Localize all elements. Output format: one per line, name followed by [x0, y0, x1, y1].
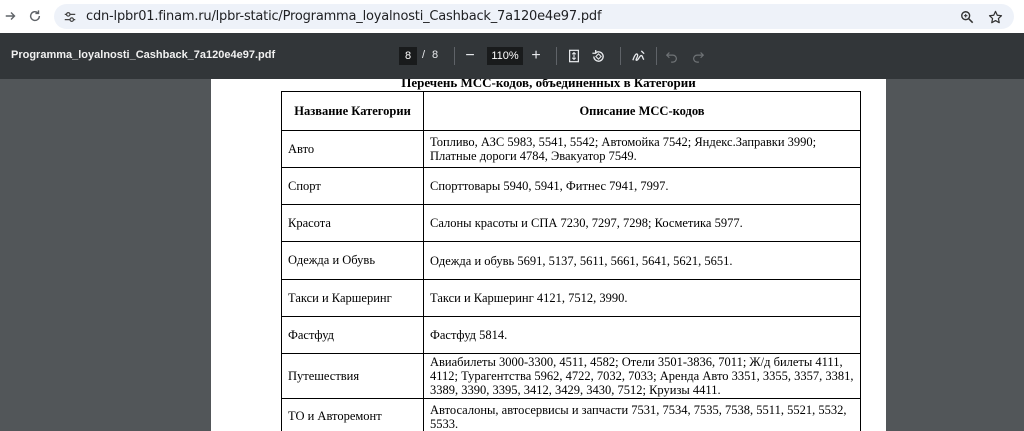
document-heading: Перечень МСС-кодов, объединенных в Категории [401, 79, 696, 90]
toolbar-divider [454, 47, 455, 65]
site-settings-icon[interactable] [60, 7, 80, 27]
description-cell: Фастфуд 5814. [424, 317, 861, 354]
category-cell: Спорт [282, 168, 424, 205]
table-row [282, 280, 861, 317]
pdf-toolbar [0, 33, 1024, 79]
current-page-input[interactable]: 8 [399, 47, 417, 65]
column-header: Описание МСС-кодов [424, 92, 861, 131]
table-row [282, 205, 861, 242]
table-row [282, 168, 861, 205]
url-text[interactable]: cdn-lpbr01.finam.ru/lpbr-static/Programma_loyalnosti_Cashback_7a120e4e97.pdf [86, 9, 602, 24]
category-cell: Путешествия [282, 354, 424, 399]
category-cell: Фастфуд [282, 317, 424, 354]
category-cell: Такси и Каршеринг [282, 280, 424, 317]
reload-icon[interactable] [24, 5, 46, 27]
rotate-icon[interactable] [588, 46, 608, 66]
description-cell: Одежда и обувь 5691, 5137, 5611, 5661, 5641, 5621, 5651. [424, 242, 861, 280]
table-row [282, 399, 861, 431]
category-cell: ТО и Авторемонт [282, 399, 424, 431]
table-row [282, 242, 861, 280]
category-cell: Одежда и Обувь [282, 242, 424, 280]
toolbar-divider [620, 47, 621, 65]
table-header-row [282, 92, 861, 131]
omnibox[interactable] [54, 4, 1014, 29]
mcc-table [281, 91, 861, 431]
browser-address-bar [0, 0, 1024, 33]
zoom-out-button[interactable]: − [465, 47, 475, 64]
description-cell: Автосалоны, автосервисы и запчасти 7531, 7534, 7535, 7538, 5511, 5521, 5532, 5533. [424, 399, 861, 431]
description-cell: Топливо, АЗС 5983, 5541, 5542; Автомойка 7542; Яндекс.Заправки 3990; Платные дороги 4784, Эвакуатор 7549. [424, 131, 861, 168]
toolbar-divider [656, 47, 657, 65]
undo-icon[interactable] [662, 46, 682, 66]
page-separator: / [422, 49, 426, 61]
zoom-level-input[interactable]: 110% [487, 47, 523, 65]
draw-annotation-icon[interactable] [628, 46, 648, 66]
description-cell: Такси и Каршеринг 4121, 7512, 3990. [424, 280, 861, 317]
table-row [282, 317, 861, 354]
pdf-page [211, 79, 886, 431]
pdf-file-name: Programma_loyalnosti_Cashback_7a120e4e97.pdf [11, 49, 276, 61]
total-pages: 8 [432, 49, 439, 61]
description-cell: Авиабилеты 3000-3300, 4511, 4582; Отели 3501-3836, 7011; Ж/д билеты 4111, 4112; Турагентства 5962, 4722, 7032, 7033; Аренда Авто 3351, 3355, 3357, 3381, 3389, 3390, 3395, 3412, 3429, 3430, 7512; Круизы 4411. [424, 354, 861, 399]
category-cell: Авто [282, 131, 424, 168]
bookmark-star-icon[interactable] [986, 8, 1004, 26]
description-cell: Салоны красоты и СПА 7230, 7297, 7298; Косметика 5977. [424, 205, 861, 242]
zoom-icon[interactable] [958, 8, 976, 26]
description-cell: Спорттовары 5940, 5941, Фитнес 7941, 7997. [424, 168, 861, 205]
table-row [282, 354, 861, 399]
toolbar-divider [556, 47, 557, 65]
column-header: Название Категории [282, 92, 424, 131]
redo-icon[interactable] [688, 46, 708, 66]
zoom-in-button[interactable]: + [531, 47, 541, 64]
fit-page-icon[interactable] [564, 46, 584, 66]
category-cell: Красота [282, 205, 424, 242]
arrow-right-icon[interactable] [0, 5, 22, 27]
pdf-viewer[interactable] [0, 79, 1024, 431]
table-row [282, 131, 861, 168]
